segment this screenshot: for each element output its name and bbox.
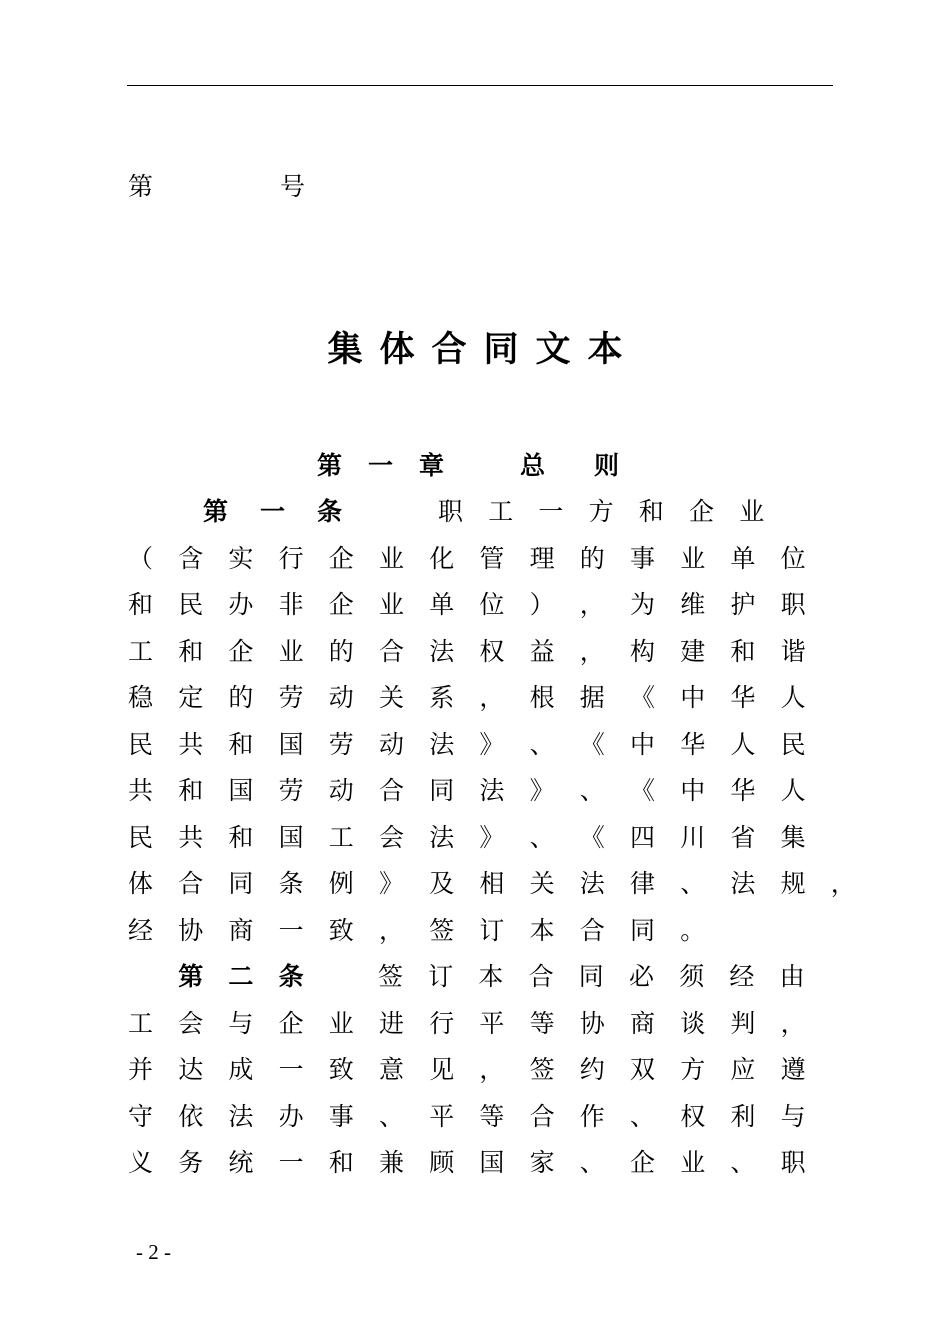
body-char: 的 <box>228 683 254 712</box>
body-char: ， <box>379 916 405 945</box>
body-char: 业 <box>680 544 706 573</box>
body-char: 意 <box>379 1055 405 1084</box>
body-char: 的 <box>328 637 354 666</box>
body-char: 与 <box>780 1102 806 1131</box>
body-char: 华 <box>730 683 756 712</box>
body-char: 中 <box>680 776 706 805</box>
body-char: 民 <box>128 730 154 759</box>
body-char: 和 <box>228 823 254 852</box>
body-char: 等 <box>529 1009 555 1038</box>
body-char: 法 <box>429 637 455 666</box>
body-char: 据 <box>579 683 605 712</box>
body-char: 合 <box>528 962 554 991</box>
body-char: 四 <box>630 823 656 852</box>
document-number-suffix: 号 <box>280 172 306 201</box>
body-char: 位 <box>479 590 505 619</box>
body-char: 职 <box>780 590 806 619</box>
document-title: 集体合同文本 <box>327 329 640 370</box>
body-char: 劳 <box>328 730 354 759</box>
body-char: 法 <box>730 869 756 898</box>
body-char: 同 <box>429 776 455 805</box>
body-char: 商 <box>630 1009 656 1038</box>
page-number: - 2 - <box>136 1240 171 1264</box>
body-char: 合 <box>379 776 405 805</box>
body-char: 方 <box>680 1055 706 1084</box>
body-char: 关 <box>379 683 405 712</box>
document-number-prefix: 第 <box>128 172 154 201</box>
body-char: 川 <box>680 823 706 852</box>
body-char: 与 <box>228 1009 254 1038</box>
body-char: 为 <box>630 590 656 619</box>
body-char: （ <box>128 544 154 573</box>
body-char: 实 <box>228 544 254 573</box>
article-label-char: 条 <box>317 497 343 526</box>
body-char: 单 <box>730 544 756 573</box>
body-char: 一 <box>278 1055 304 1084</box>
body-char: 华 <box>730 776 756 805</box>
body-char: 民 <box>128 823 154 852</box>
body-char: 和 <box>178 776 204 805</box>
body-char: 等 <box>479 1102 505 1131</box>
body-char: 根 <box>529 683 555 712</box>
body-char: 业 <box>739 497 765 526</box>
body-char: 华 <box>680 730 706 759</box>
body-char: 企 <box>228 637 254 666</box>
body-char: 业 <box>680 1148 706 1177</box>
body-char: 办 <box>228 590 254 619</box>
body-char: 国 <box>278 730 304 759</box>
body-char: 判 <box>730 1009 756 1038</box>
body-char: 工 <box>328 823 354 852</box>
body-char: 顾 <box>429 1148 455 1177</box>
body-char: 合 <box>379 637 405 666</box>
body-char: ， <box>479 683 505 712</box>
body-char: 、 <box>379 1102 405 1131</box>
body-char: 规 <box>780 869 806 898</box>
body-char: 国 <box>479 1148 505 1177</box>
body-char: 国 <box>228 776 254 805</box>
body-char: 构 <box>630 637 656 666</box>
body-char: 并 <box>128 1055 154 1084</box>
body-char: 行 <box>278 544 304 573</box>
body-char: 》 <box>529 776 555 805</box>
body-char: 务 <box>178 1148 204 1177</box>
body-char: 必 <box>629 962 655 991</box>
body-char: 签 <box>529 1055 555 1084</box>
body-char: 系 <box>429 683 455 712</box>
body-char: 企 <box>328 544 354 573</box>
body-char: 民 <box>780 730 806 759</box>
body-char: 事 <box>328 1102 354 1131</box>
body-char: 工 <box>488 497 514 526</box>
body-char: 集 <box>780 823 806 852</box>
body-char: 双 <box>630 1055 656 1084</box>
body-char: 劳 <box>278 776 304 805</box>
body-char: 会 <box>379 823 405 852</box>
body-char: 。 <box>680 916 706 945</box>
body-char: 稳 <box>128 683 154 712</box>
body-char: 作 <box>579 1102 605 1131</box>
body-char: 行 <box>429 1009 455 1038</box>
body-char: 本 <box>529 916 555 945</box>
body-char: 会 <box>178 1009 204 1038</box>
body-char: 和 <box>638 497 664 526</box>
body-char: 平 <box>479 1009 505 1038</box>
body-char: 企 <box>328 590 354 619</box>
body-char: 维 <box>680 590 706 619</box>
article-label-char: 第 <box>203 497 229 526</box>
body-char: 和 <box>228 730 254 759</box>
body-char: 签 <box>429 916 455 945</box>
body-char: 致 <box>328 1055 354 1084</box>
body-char: 人 <box>780 683 806 712</box>
body-char: 由 <box>779 962 805 991</box>
body-char: 动 <box>379 730 405 759</box>
body-char: 非 <box>278 590 304 619</box>
header-rule <box>127 85 833 86</box>
body-char: 含 <box>178 544 204 573</box>
body-char: 及 <box>429 869 455 898</box>
body-char: 动 <box>328 683 354 712</box>
body-char: 约 <box>579 1055 605 1084</box>
body-char: 同 <box>578 962 604 991</box>
body-char: 订 <box>479 916 505 945</box>
body-char: 、 <box>630 1102 656 1131</box>
body-char: 企 <box>278 1009 304 1038</box>
body-char: 一 <box>538 497 564 526</box>
body-char: 协 <box>178 916 204 945</box>
body-char: 权 <box>479 637 505 666</box>
body-char: 和 <box>730 637 756 666</box>
article-label-char: 条 <box>278 962 304 991</box>
body-char: 谈 <box>680 1009 706 1038</box>
body-char: 成 <box>228 1055 254 1084</box>
body-char: ， <box>579 590 605 619</box>
body-char: ， <box>830 869 856 898</box>
body-char: 护 <box>730 590 756 619</box>
body-char: 本 <box>478 962 504 991</box>
body-char: 义 <box>128 1148 154 1177</box>
body-char: 业 <box>328 1009 354 1038</box>
body-char: 企 <box>689 497 715 526</box>
body-char: ， <box>780 1009 806 1038</box>
article-label-char: 一 <box>260 497 286 526</box>
body-char: 的 <box>579 544 605 573</box>
body-char: 《 <box>630 776 656 805</box>
body-char: 、 <box>730 1148 756 1177</box>
body-char: 中 <box>630 730 656 759</box>
body-char: 业 <box>379 544 405 573</box>
body-char: 、 <box>529 730 555 759</box>
body-char: 民 <box>178 590 204 619</box>
body-char: 合 <box>178 869 204 898</box>
body-char: 劳 <box>278 683 304 712</box>
chapter-number: 第一章 <box>317 451 471 480</box>
body-char: 同 <box>228 869 254 898</box>
body-char: 》 <box>479 730 505 759</box>
body-char: 益 <box>529 637 555 666</box>
body-char: 权 <box>680 1102 706 1131</box>
article-label-char: 第 <box>178 962 204 991</box>
body-char: 事 <box>630 544 656 573</box>
body-char: 家 <box>529 1148 555 1177</box>
body-char: 同 <box>630 916 656 945</box>
body-char: 兼 <box>379 1148 405 1177</box>
body-char: 办 <box>278 1102 304 1131</box>
body-char: 《 <box>630 683 656 712</box>
body-char: 省 <box>730 823 756 852</box>
body-char: 例 <box>328 869 354 898</box>
body-char: ， <box>479 1055 505 1084</box>
body-char: 建 <box>680 637 706 666</box>
body-char: 合 <box>579 916 605 945</box>
body-char: 律 <box>630 869 656 898</box>
body-char: 法 <box>579 869 605 898</box>
body-char: 守 <box>128 1102 154 1131</box>
body-char: 业 <box>278 637 304 666</box>
body-char: 工 <box>128 637 154 666</box>
body-char: 法 <box>429 730 455 759</box>
body-char: 和 <box>178 637 204 666</box>
body-char: 《 <box>579 730 605 759</box>
body-char: 人 <box>730 730 756 759</box>
body-char: 致 <box>328 916 354 945</box>
body-char: 位 <box>780 544 806 573</box>
body-char: 国 <box>278 823 304 852</box>
body-char: 订 <box>428 962 454 991</box>
body-char: 方 <box>588 497 614 526</box>
body-char: 、 <box>579 1148 605 1177</box>
body-char: 经 <box>128 916 154 945</box>
body-char: 签 <box>378 962 404 991</box>
body-char: 》 <box>379 869 405 898</box>
body-char: 一 <box>278 1148 304 1177</box>
body-char: 条 <box>278 869 304 898</box>
body-char: 统 <box>228 1148 254 1177</box>
body-char: 单 <box>429 590 455 619</box>
body-char: 遵 <box>780 1055 806 1084</box>
body-char: 》 <box>479 823 505 852</box>
body-char: 和 <box>128 590 154 619</box>
body-char: 进 <box>379 1009 405 1038</box>
body-char: 业 <box>379 590 405 619</box>
body-char: ） <box>529 590 555 619</box>
body-char: 应 <box>730 1055 756 1084</box>
body-char: 一 <box>278 916 304 945</box>
body-char: 法 <box>228 1102 254 1131</box>
body-char: 共 <box>178 730 204 759</box>
body-char: 共 <box>178 823 204 852</box>
body-char: 定 <box>178 683 204 712</box>
body-char: 和 <box>328 1148 354 1177</box>
body-char: 职 <box>438 497 464 526</box>
body-char: 人 <box>780 776 806 805</box>
body-char: 法 <box>429 823 455 852</box>
body-char: 见 <box>429 1055 455 1084</box>
body-char: 相 <box>479 869 505 898</box>
body-char: 化 <box>429 544 455 573</box>
body-char: 、 <box>579 776 605 805</box>
body-char: 谐 <box>780 637 806 666</box>
body-char: 体 <box>128 869 154 898</box>
body-char: 合 <box>529 1102 555 1131</box>
body-char: 中 <box>680 683 706 712</box>
body-char: 理 <box>529 544 555 573</box>
body-char: 、 <box>680 869 706 898</box>
body-char: 企 <box>630 1148 656 1177</box>
article-label-char: 二 <box>228 962 254 991</box>
body-char: 动 <box>328 776 354 805</box>
body-char: 职 <box>780 1148 806 1177</box>
body-char: 管 <box>479 544 505 573</box>
body-char: 商 <box>228 916 254 945</box>
body-char: 法 <box>479 776 505 805</box>
body-char: 共 <box>128 776 154 805</box>
body-char: 平 <box>429 1102 455 1131</box>
body-char: ， <box>579 637 605 666</box>
body-char: 工 <box>128 1009 154 1038</box>
body-char: 经 <box>729 962 755 991</box>
body-char: 《 <box>579 823 605 852</box>
body-char: 、 <box>529 823 555 852</box>
body-char: 利 <box>730 1102 756 1131</box>
body-char: 协 <box>579 1009 605 1038</box>
chapter-name: 总则 <box>520 451 669 480</box>
body-char: 达 <box>178 1055 204 1084</box>
body-char: 依 <box>178 1102 204 1131</box>
body-char: 须 <box>679 962 705 991</box>
body-char: 关 <box>529 869 555 898</box>
